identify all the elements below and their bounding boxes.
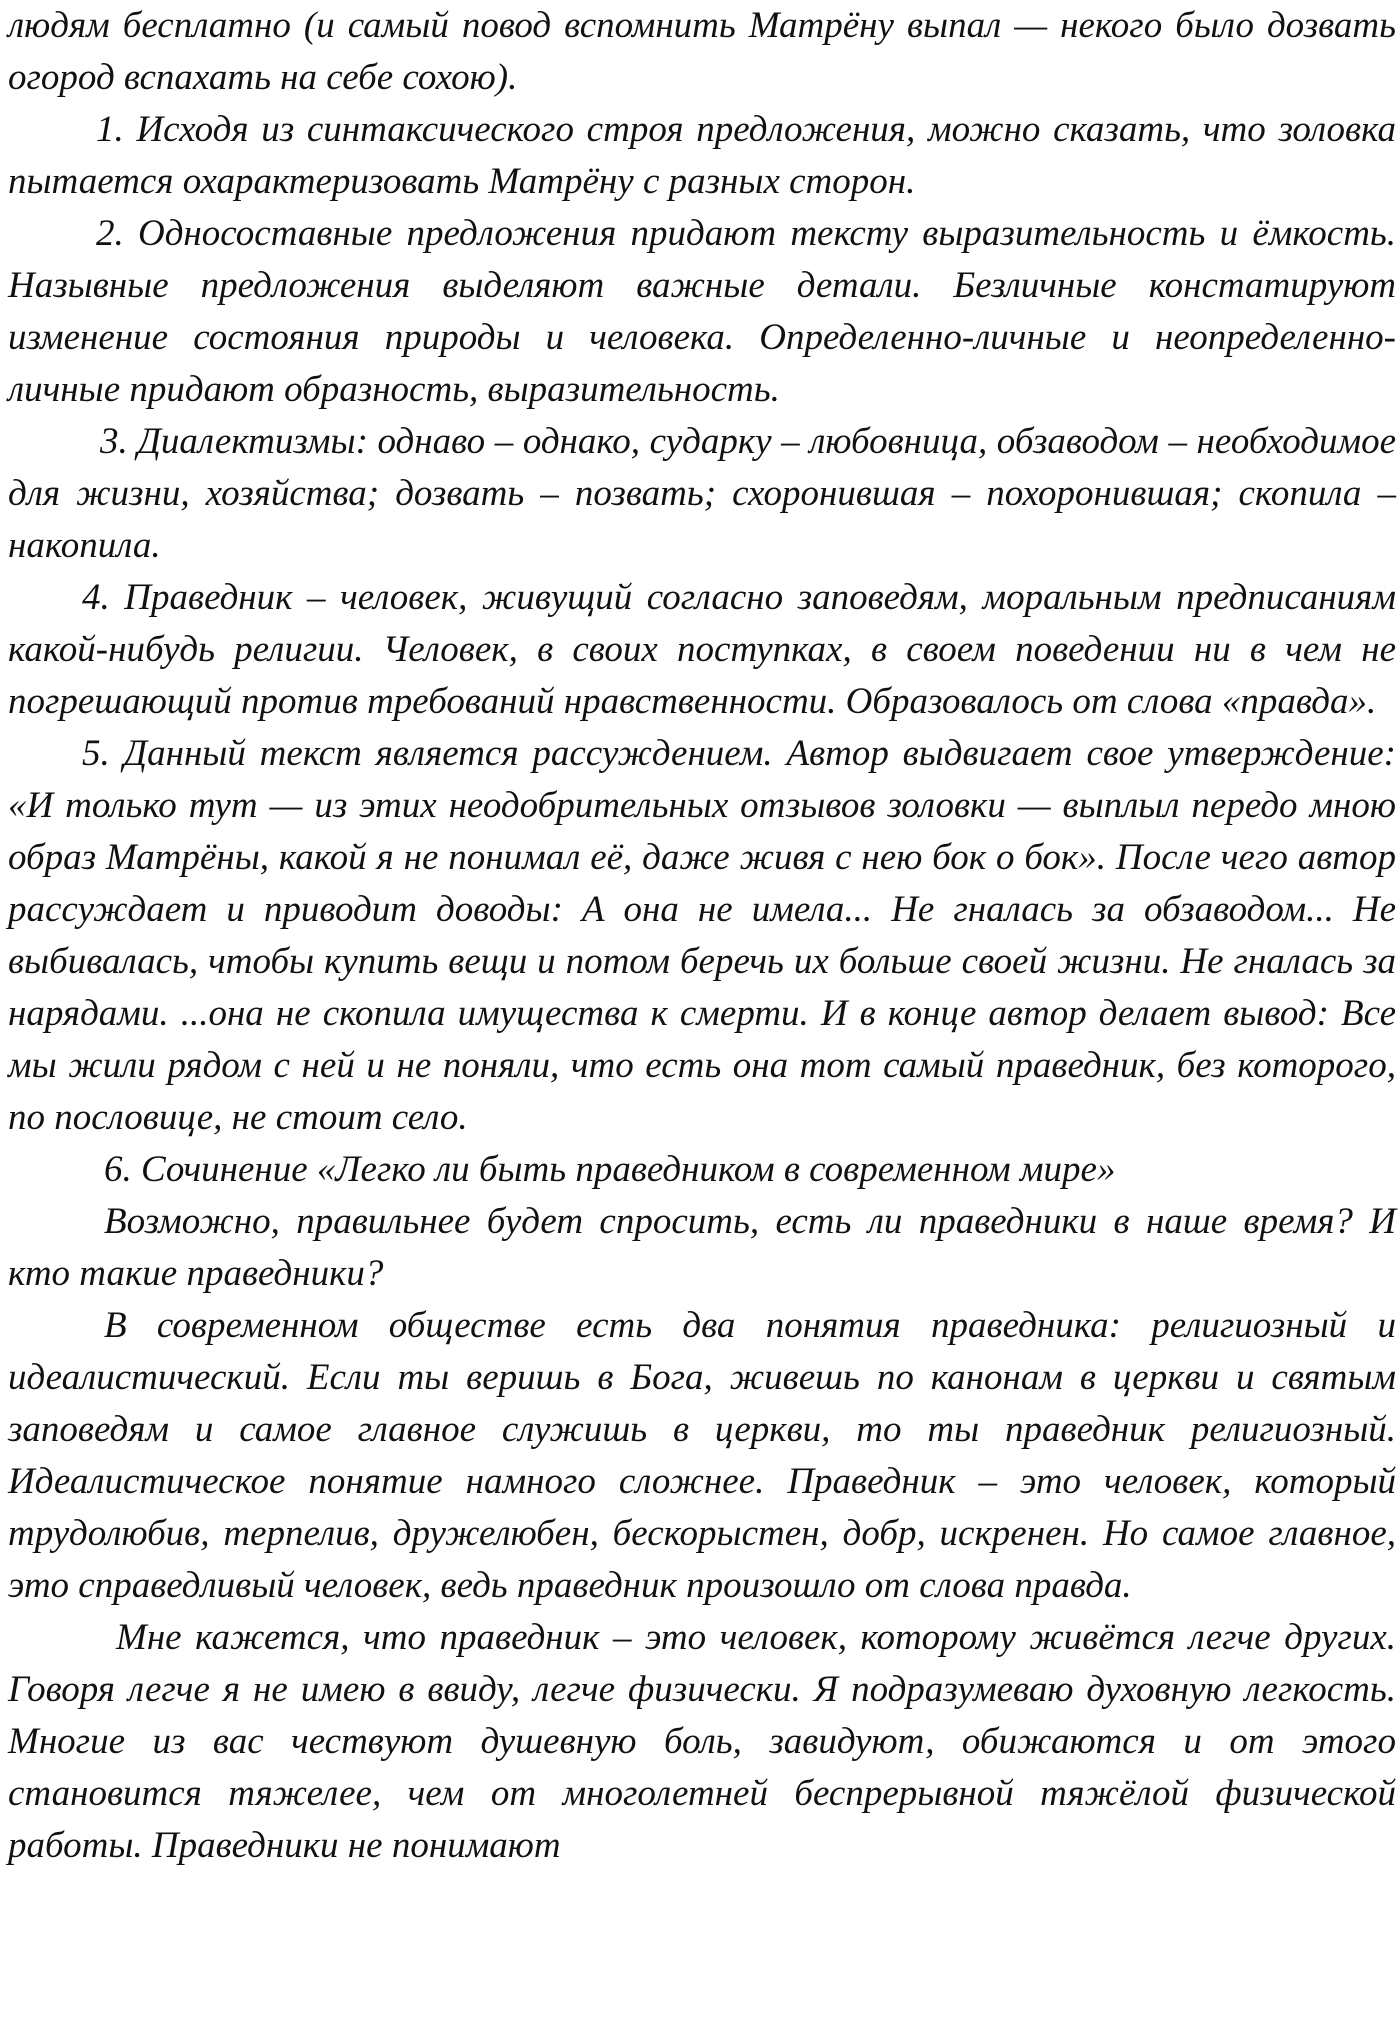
paragraph-answer-5: 5. Данный текст является рассуждением. Автор выдвигает свое утверждение: «И только тут — из этих неодобрительных отзывов золовки — выплыл передо мною образ Матрёны, какой я не понимал её, даже живя с нею бок о бок». После чего автор рассуждает и приводит доводы: А она не имела... Не гналась за обзаводом... Не выбивалась, чтобы купить вещи и потом беречь их больше своей жизни. Не гналась за нарядами. ...она не скопила имущества к смерти. И в конце автор делает вывод: Все мы жили рядом с ней и не поняли, что есть она тот самый праведник, без которого, по пословице, не стоит село. [8, 733, 1396, 1138]
paragraph-essay-2: В современном обществе есть два понятия праведника: религиозный и идеалистический. Если ты веришь в Бога, живешь по канонам в церкви и святым заповедям и самое главное служишь в церкви, то ты праведник религиозный. Идеалистическое понятие намного сложнее. Праведник – это человек, который трудолюбив, терпелив, дружелюбен, бескорыстен, добр, искренен. Но самое главное, это справедливый человек, ведь праведник произошло от слова правда. [8, 1305, 1396, 1606]
paragraph-essay-title: 6. Сочинение «Легко ли быть праведником в современном мире» [104, 1149, 1116, 1190]
paragraph-answer-4: 4. Праведник – человек, живущий согласно заповедям, моральным предписаниям какой-нибудь религии. Человек, в своих поступках, в своем поведении ни в чем не погрешающий против требований нравственности. Образовалось от слова «правда». [8, 577, 1396, 722]
paragraph-answer-2: 2. Односоставные предложения придают тексту выразительность и ёмкость. Назывные предложения выделяют важные детали. Безличные констатируют изменение состояния природы и человека. Определенно-личные и неопределенно-личные придают образность, выразительность. [8, 213, 1396, 410]
paragraph-answer-3: 3. Диалектизмы: однаво – однако, сударку – любовница, обзаводом – необходимое для жизни, хозяйства; дозвать – позвать; схоронившая – похоронившая; скопила – накопила. [8, 421, 1396, 566]
paragraph-answer-1: 1. Исходя из синтаксического строя предложения, можно сказать, что золовка пытается охарактеризовать Матрёну с разных сторон. [8, 109, 1396, 202]
paragraph-intro: людям бесплатно (и самый повод вспомнить Матрёну выпал — некого было дозвать огород вспахать на себе сохою). [8, 5, 1396, 98]
paragraph-essay-3: Мне кажется, что праведник – это человек, которому живётся легче других. Говоря легче я не имею в ввиду, легче физически. Я подразумеваю духовную легкость. Многие из вас чествуют душевную боль, завидуют, обижаются и от этого становится тяжелее, чем от многолетней беспрерывной тяжёлой физической работы. Праведники не понимают [8, 1617, 1396, 1866]
paragraph-essay-1: Возможно, правильнее будет спросить, есть ли праведники в наше время? И кто такие праведники? [8, 1201, 1396, 1294]
